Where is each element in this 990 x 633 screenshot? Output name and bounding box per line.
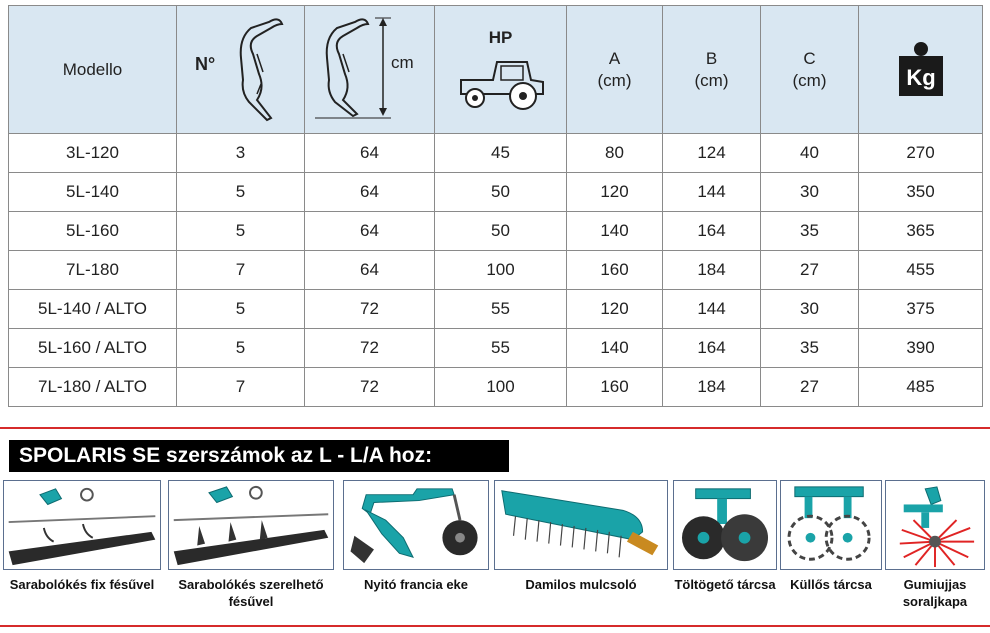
spoked-disc-icon — [781, 481, 881, 569]
tool-item-string-mulcher — [494, 480, 668, 616]
cell-b: 184 — [663, 368, 761, 407]
cell-b: 164 — [663, 212, 761, 251]
cell-c: 30 — [761, 173, 859, 212]
header-b-unit: (cm) — [694, 70, 729, 90]
table-row — [9, 368, 983, 407]
cell-model: 5L-160 / ALTO — [9, 329, 177, 368]
header-a-label: A — [608, 48, 621, 68]
table-body — [9, 134, 983, 407]
tool-item-fixed-comb — [3, 480, 161, 616]
cell-c: 30 — [761, 290, 859, 329]
cell-kg: 485 — [859, 368, 983, 407]
tine-height-icon — [313, 14, 403, 124]
cell-model: 3L-120 — [9, 134, 177, 173]
table-row — [9, 173, 983, 212]
cell-a: 140 — [567, 329, 663, 368]
header-c — [761, 6, 859, 134]
cell-model: 5L-140 — [9, 173, 177, 212]
cell-height: 64 — [305, 173, 435, 212]
cell-hp: 55 — [435, 290, 567, 329]
tool-caption-fixed-comb: Sarabolókés fix fésűvel — [9, 577, 155, 592]
header-height — [305, 6, 435, 134]
fixed-comb-blade-icon — [4, 481, 160, 569]
cell-hp: 100 — [435, 251, 567, 290]
cell-count: 3 — [177, 134, 305, 173]
cell-count: 7 — [177, 251, 305, 290]
cell-model: 7L-180 / ALTO — [9, 368, 177, 407]
cell-b: 184 — [663, 251, 761, 290]
tool-item-french-plough — [343, 480, 489, 616]
cell-hp: 100 — [435, 368, 567, 407]
cell-height: 72 — [305, 329, 435, 368]
bottom-red-rule — [0, 625, 990, 627]
cell-height: 72 — [305, 290, 435, 329]
cell-a: 120 — [567, 173, 663, 212]
header-weight-label: Kg — [905, 64, 936, 90]
cell-b: 144 — [663, 290, 761, 329]
cell-a: 80 — [567, 134, 663, 173]
cell-count: 7 — [177, 368, 305, 407]
tool-caption-mountable-comb: Sarabolókés szerelhető fésűvel — [178, 577, 324, 609]
spec-table — [8, 5, 983, 407]
mountable-comb-blade-icon — [169, 481, 333, 569]
header-b — [663, 6, 761, 134]
cell-height: 64 — [305, 251, 435, 290]
cell-height: 64 — [305, 212, 435, 251]
table-header-row — [9, 6, 983, 134]
header-hp — [435, 6, 567, 134]
tool-item-rubber-finger-hoe — [885, 480, 985, 616]
string-mulcher-icon — [495, 481, 667, 569]
cell-count: 5 — [177, 329, 305, 368]
tine-icon — [227, 14, 287, 124]
tool-caption-string-mulcher: Damilos mulcsoló — [525, 577, 637, 592]
cell-c: 35 — [761, 212, 859, 251]
cell-model: 5L-160 — [9, 212, 177, 251]
tool-item-mountable-comb — [168, 480, 334, 616]
header-height-unit: cm — [391, 53, 414, 72]
cell-count: 5 — [177, 290, 305, 329]
cell-hp: 55 — [435, 329, 567, 368]
header-count-label: N° — [195, 54, 216, 74]
cell-hp: 45 — [435, 134, 567, 173]
cell-b: 144 — [663, 173, 761, 212]
table-row — [9, 290, 983, 329]
header-count — [177, 6, 305, 134]
cell-kg: 350 — [859, 173, 983, 212]
cell-a: 140 — [567, 212, 663, 251]
header-hp-label: HP — [488, 27, 513, 47]
table-row — [9, 329, 983, 368]
cell-kg: 455 — [859, 251, 983, 290]
header-a — [567, 6, 663, 134]
cell-c: 35 — [761, 329, 859, 368]
tool-caption-spoked-disc: Küllős tárcsa — [790, 577, 872, 592]
cell-c: 27 — [761, 251, 859, 290]
cell-b: 164 — [663, 329, 761, 368]
tractor-icon — [453, 52, 549, 112]
cell-a: 160 — [567, 251, 663, 290]
rubber-finger-hoe-icon — [886, 481, 984, 569]
cell-a: 160 — [567, 368, 663, 407]
top-red-rule — [0, 427, 990, 429]
cell-hp: 50 — [435, 212, 567, 251]
cell-height: 64 — [305, 134, 435, 173]
table-row — [9, 134, 983, 173]
cell-height: 72 — [305, 368, 435, 407]
tool-item-spoked-disc — [780, 480, 882, 616]
table-row — [9, 251, 983, 290]
cell-hp: 50 — [435, 173, 567, 212]
tools-section-title: SPOLARIS SE szerszámok az L - L/A hoz: — [9, 440, 509, 472]
cell-kg: 375 — [859, 290, 983, 329]
cell-count: 5 — [177, 173, 305, 212]
header-c-label: C — [803, 48, 816, 68]
table-row — [9, 212, 983, 251]
tool-caption-ridging-disc: Töltögető tárcsa — [674, 577, 776, 592]
cell-count: 5 — [177, 212, 305, 251]
french-plough-icon — [344, 481, 488, 569]
cell-c: 40 — [761, 134, 859, 173]
weight-icon — [896, 40, 946, 100]
header-b-label: B — [705, 48, 718, 68]
header-c-unit: (cm) — [792, 70, 827, 90]
cell-c: 27 — [761, 368, 859, 407]
cell-model: 7L-180 — [9, 251, 177, 290]
ridging-disc-icon — [674, 481, 776, 569]
header-a-unit: (cm) — [597, 70, 632, 90]
header-model-label: Modello — [62, 59, 123, 79]
header-weight — [859, 6, 983, 134]
cell-b: 124 — [663, 134, 761, 173]
cell-kg: 390 — [859, 329, 983, 368]
tool-item-ridging-disc — [673, 480, 777, 616]
cell-kg: 270 — [859, 134, 983, 173]
cell-kg: 365 — [859, 212, 983, 251]
cell-model: 5L-140 / ALTO — [9, 290, 177, 329]
header-model — [9, 6, 177, 134]
cell-a: 120 — [567, 290, 663, 329]
tool-caption-french-plough: Nyitó francia eke — [363, 577, 469, 592]
tool-caption-rubber-finger-hoe: Gumiujjas soraljkapa — [902, 577, 968, 609]
